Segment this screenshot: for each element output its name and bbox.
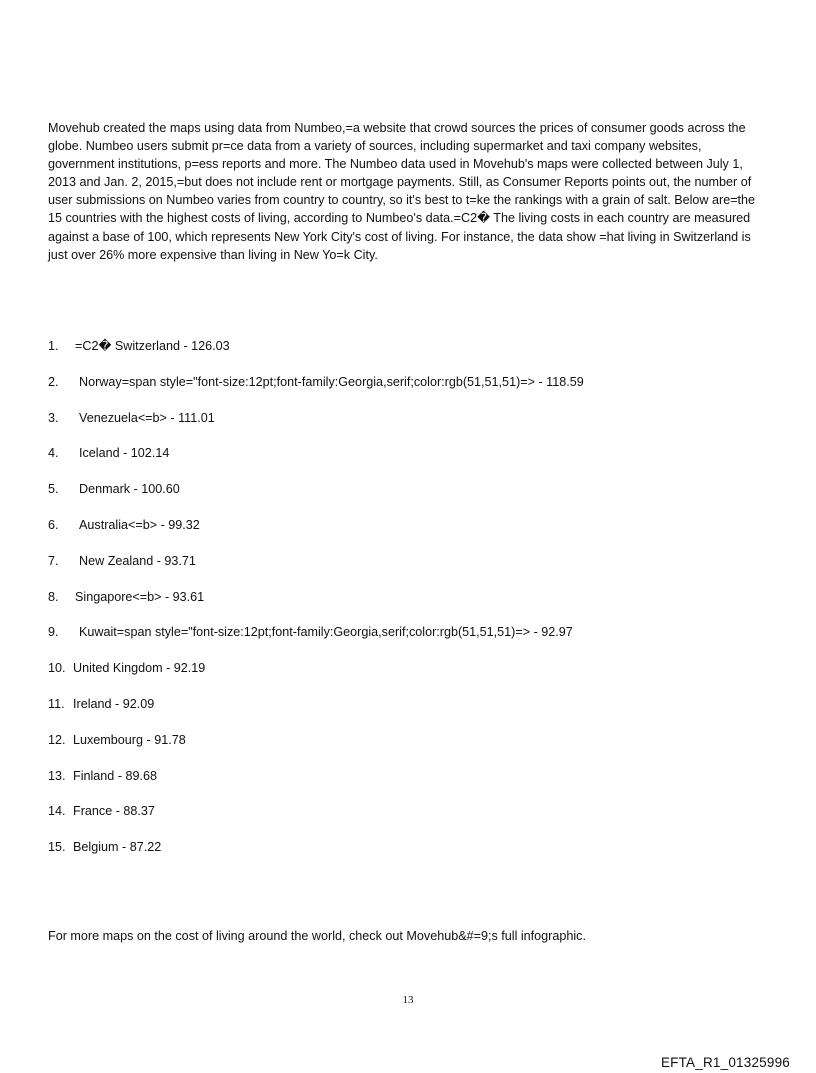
item-text: France - 88.37 [73,804,155,819]
item-number: 10. [48,661,66,676]
list-item [48,408,788,444]
list-item [48,479,788,515]
closing-paragraph: For more maps on the cost of living around the world, check out Movehub&#=9;s full infographic. [48,929,586,943]
list-item [48,658,788,694]
item-text: Finland - 89.68 [73,768,158,783]
item-text: United Kingdom - 92.19 [73,661,206,676]
item-text: =C2� Switzerland - 126.03 [75,339,230,353]
item-number: 8. [48,589,59,604]
item-number: 15. [48,840,66,855]
list-item [48,587,788,623]
document-id: EFTA_R1_01325996 [660,1055,790,1070]
list-item [48,515,788,551]
item-text: Singapore<=b> - 93.61 [75,589,205,604]
item-text: Venezuela<=b> - 111.01 [79,410,215,425]
list-item [48,443,788,479]
item-number: 2. [48,374,59,389]
page-number: 13 [402,994,414,1006]
item-number: 11. [48,696,65,711]
list-item [48,622,788,658]
intro-paragraph: Movehub created the maps using data from Numbeo,=a website that crowd sources the prices of consumer goods across the globe. Numbeo users submit pr=ce data from a variety of sources, including supermarket and taxi company websites, government institutions, p=ess reports and more. The Numbeo data used in Movehub's maps were collected between July 1, 2013 and Jan. 2, 2015,=but does not include rent or mortgage payments. Still, as Consumer Reports points out, the number of user submissions on Numbeo varies from country to country, so it's best to t=ke the rankings with a grain of salt. Below are=the 15 countries with the highest costs of living, according to Numbeo's data.=C2� The living costs in each country are measured against a base of 100, which represents New York City's cost of living. For instance, the data show =hat living in Switzerland is just over 26% more expensive than living in New Yo=k City. [48,121,756,262]
item-text: Norway=span style="font-size:12pt;font-family:Georgia,serif;color:rgb(51,51,51)=> - 118.59 [79,374,584,389]
item-text: New Zealand - 93.71 [79,553,196,568]
country-ranking-list [48,336,788,873]
list-item [48,372,788,408]
item-number: 13. [48,768,66,783]
list-item [48,730,788,766]
item-text: Denmark - 100.60 [79,482,180,497]
list-item [48,766,788,802]
item-number: 3. [48,410,59,425]
item-text: Australia<=b> - 99.32 [79,517,200,532]
list-item [48,837,788,873]
item-number: 1. [48,339,59,353]
item-text: Iceland - 102.14 [79,446,170,461]
item-text: Belgium - 87.22 [73,840,162,855]
item-number: 5. [48,482,59,497]
list-item [48,551,788,587]
item-number: 9. [48,625,59,640]
item-number: 6. [48,517,59,532]
item-text: Ireland - 92.09 [73,696,155,711]
item-number: 12. [48,732,66,747]
list-item [48,801,788,837]
item-number: 14. [48,804,66,819]
item-number: 7. [48,553,59,568]
list-item [48,336,788,372]
list-item [48,694,788,730]
item-text: Luxembourg - 91.78 [73,732,186,747]
item-number: 4. [48,446,59,461]
item-text: Kuwait=span style="font-size:12pt;font-family:Georgia,serif;color:rgb(51,51,51)=> - 92.97 [79,625,573,640]
